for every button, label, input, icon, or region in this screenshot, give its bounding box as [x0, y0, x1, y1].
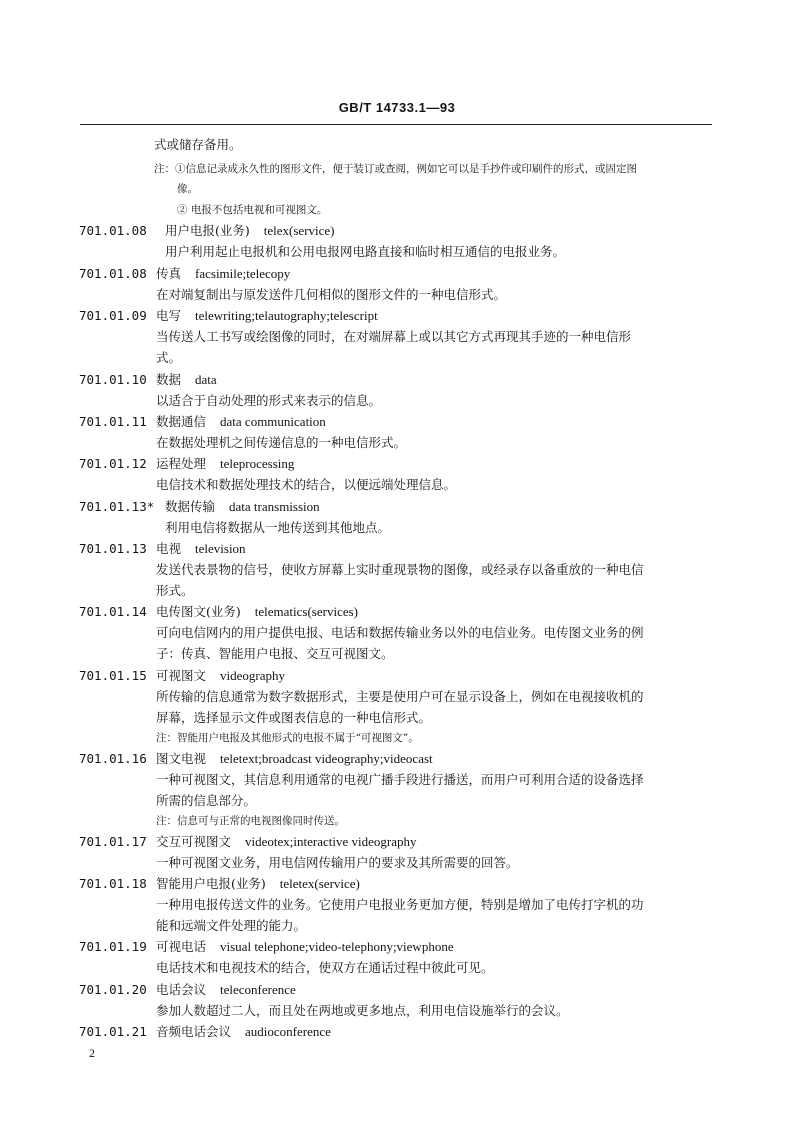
entry-note: 注：智能用户电报及其他形式的电报不属于“可视图文”。 [156, 732, 419, 744]
entry-number: 701.01.18 [79, 876, 147, 891]
term-cn: 数据传输 [165, 499, 216, 514]
term-en: teleconference [220, 982, 296, 997]
term-cn: 可视电话 [156, 939, 207, 954]
standard-number-header: GB/T 14733.1—93 [338, 100, 456, 115]
term-cn: 交互可视图文 [156, 834, 232, 849]
term-cn: 数据通信 [156, 414, 207, 429]
term-en: facsimile;telecopy [195, 266, 291, 281]
term-cn: 电传图文(业务) [156, 604, 241, 619]
term-en: telewriting;telautography;telescript [195, 308, 378, 323]
note-2: ② 电报不包括电视和可视图文。 [177, 204, 328, 216]
entry-number: 701.01.16 [79, 751, 147, 766]
entry-term-line [156, 308, 378, 324]
entry-term-line [156, 456, 294, 472]
term-cn: 用户电报(业务) [165, 223, 250, 238]
entry-definition: 屏幕，选择显示文件或图表信息的一种电信形式。 [156, 710, 432, 725]
note-1-line-2: 像。 [177, 183, 198, 195]
entry-number: 701.01.13* [79, 499, 155, 514]
entry-definition: 一种用电报传送文件的业务。它使用户电报业务更加方便，特别是增加了电传打字机的功 [156, 897, 644, 912]
entry-number: 701.01.09 [79, 308, 147, 323]
entry-term-line [156, 834, 416, 850]
entry-definition: 电话技术和电视技术的结合，使双方在通话过程中彼此可见。 [156, 960, 494, 975]
entry-number: 701.01.08 [79, 266, 147, 281]
page-number: 2 [89, 1046, 95, 1060]
entry-term-line [156, 372, 217, 388]
term-en: visual telephone;video-telephony;viewphone [220, 939, 454, 954]
entry-number: 701.01.21 [79, 1024, 147, 1039]
term-en: teleprocessing [220, 456, 295, 471]
entry-term-line [156, 1024, 331, 1040]
term-en: teletext;broadcast videography;videocast [220, 751, 433, 766]
term-cn: 智能用户电报(业务) [156, 876, 266, 891]
term-cn: 音频电话会议 [156, 1024, 232, 1039]
entry-definition: 式。 [156, 350, 182, 365]
entry-definition: 所传输的信息通常为数字数据形式，主要是使用户可在显示设备上，例如在电视接收机的 [156, 689, 644, 704]
entry-definition: 用户利用起止电报机和公用电报网电路直接和临时相互通信的电报业务。 [165, 244, 566, 259]
entry-definition: 形式。 [156, 583, 194, 598]
entry-definition: 可向电信网内的用户提供电报、电话和数据传输业务以外的电信业务。电传图文业务的例 [156, 625, 644, 640]
term-en: data transmission [229, 499, 320, 514]
term-en: videography [220, 668, 285, 683]
entry-definition: 利用电信将数据从一地传送到其他地点。 [165, 520, 391, 535]
term-cn: 图文电视 [156, 751, 207, 766]
entry-term-line [156, 541, 246, 557]
entry-term-line [165, 499, 320, 515]
entry-term-line [156, 939, 454, 955]
term-cn: 运程处理 [156, 456, 207, 471]
entry-definition: 能和远端文件处理的能力。 [156, 918, 307, 933]
entry-definition: 所需的信息部分。 [156, 793, 257, 808]
term-en: videotex;interactive videography [245, 834, 417, 849]
entry-definition: 当传送人工书写或绘图像的同时，在对端屏幕上或以其它方式再现其手迹的一种电信形 [156, 329, 632, 344]
term-cn: 传真 [156, 266, 182, 281]
term-cn: 可视图文 [156, 668, 207, 683]
entry-definition: 一种可视图文，其信息利用通常的电视广播手段进行播送，而用户可利用合适的设备选择 [156, 772, 644, 787]
entry-term-line [156, 604, 358, 620]
entry-term-line [156, 266, 290, 282]
term-en: teletex(service) [279, 876, 360, 891]
entry-term-line [165, 223, 335, 239]
term-cn: 电写 [156, 308, 182, 323]
term-cn: 数据 [156, 372, 182, 387]
note-1-line-1: 注：①信息记录成永久性的图形文件，便于装订或查阅，例如它可以是手抄件或印刷件的形式，或固定图 [154, 163, 637, 175]
entry-term-line [156, 414, 326, 430]
term-en: telematics(services) [254, 604, 358, 619]
term-en: data [195, 372, 217, 387]
entry-definition: 电信技术和数据处理技术的结合，以便远端处理信息。 [156, 477, 457, 492]
entry-definition: 在对端复制出与原发送件几何相似的图形文件的一种电信形式。 [156, 287, 507, 302]
entry-number: 701.01.17 [79, 834, 147, 849]
entry-term-line [156, 668, 285, 684]
entry-number: 701.01.14 [79, 604, 147, 619]
entry-number: 701.01.19 [79, 939, 147, 954]
entry-term-line [156, 751, 433, 767]
term-cn: 电话会议 [156, 982, 207, 997]
entry-definition: 一种可视图文业务，用电信网传输用户的要求及其所需要的回答。 [156, 855, 519, 870]
entry-note: 注：信息可与正常的电视图像同时传送。 [156, 815, 345, 827]
term-cn: 电视 [156, 541, 182, 556]
entry-term-line [156, 876, 360, 892]
entry-definition: 参加人数超过二人，而且处在两地或更多地点，利用电信设施举行的会议。 [156, 1003, 569, 1018]
entry-number: 701.01.08 [79, 223, 147, 238]
continuation-line: 式或储存备用。 [154, 137, 242, 152]
entry-definition: 以适合于自动处理的形式来表示的信息。 [156, 393, 382, 408]
entry-number: 701.01.11 [79, 414, 147, 429]
term-en: telex(service) [263, 223, 335, 238]
entry-number: 701.01.20 [79, 982, 147, 997]
term-en: television [195, 541, 246, 556]
entry-number: 701.01.10 [79, 372, 147, 387]
entry-number: 701.01.12 [79, 456, 147, 471]
entry-number: 701.01.15 [79, 668, 147, 683]
entry-definition: 在数据处理机之间传递信息的一种电信形式。 [156, 435, 407, 450]
term-en: data communication [220, 414, 326, 429]
header-rule [80, 124, 712, 125]
term-en: audioconference [245, 1024, 331, 1039]
entry-definition: 发送代表景物的信号，使收方屏幕上实时重现景物的图像，或经录存以备重放的一种电信 [156, 562, 644, 577]
entry-term-line [156, 982, 296, 998]
entry-definition: 子：传真、智能用户电报、交互可视图文。 [156, 646, 394, 661]
entry-number: 701.01.13 [79, 541, 147, 556]
